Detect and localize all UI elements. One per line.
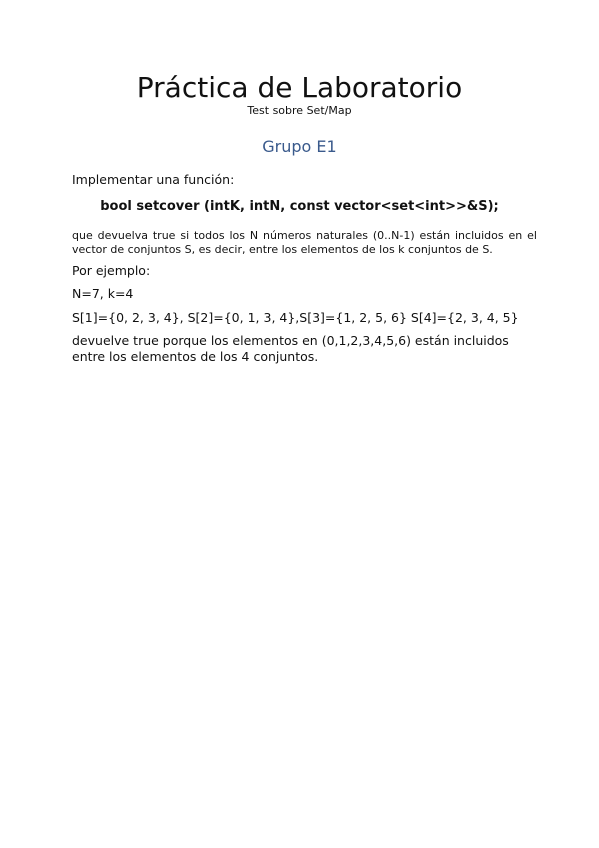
page-title: Práctica de Laboratorio [136,71,463,104]
example-sets: S[1]={0, 2, 3, 4}, S[2]={0, 1, 3, 4},S[3]={1, 2, 5, 6} S[4]={2, 3, 4, 5} [72,310,519,325]
intro-text: Implementar una función: [72,172,235,187]
page-subtitle: Test sobre Set/Map [247,104,352,117]
conclusion-text: devuelve true porque los elementos en (0,1,2,3,4,5,6) están incluidos entre los elementos de los 4 conjuntos. [72,333,509,364]
example-params: N=7, k=4 [72,286,134,301]
group-heading: Grupo E1 [262,137,337,156]
example-label: Por ejemplo: [72,263,151,278]
function-signature: bool setcover (intK, intN, const vector<set<int>>&S); [100,199,499,214]
description-text: que devuelva true si todos los N números naturales (0..N-1) están incluidos en el vector de conjuntos S, es decir, entre los elementos de los k conjuntos de S. [72,229,537,256]
